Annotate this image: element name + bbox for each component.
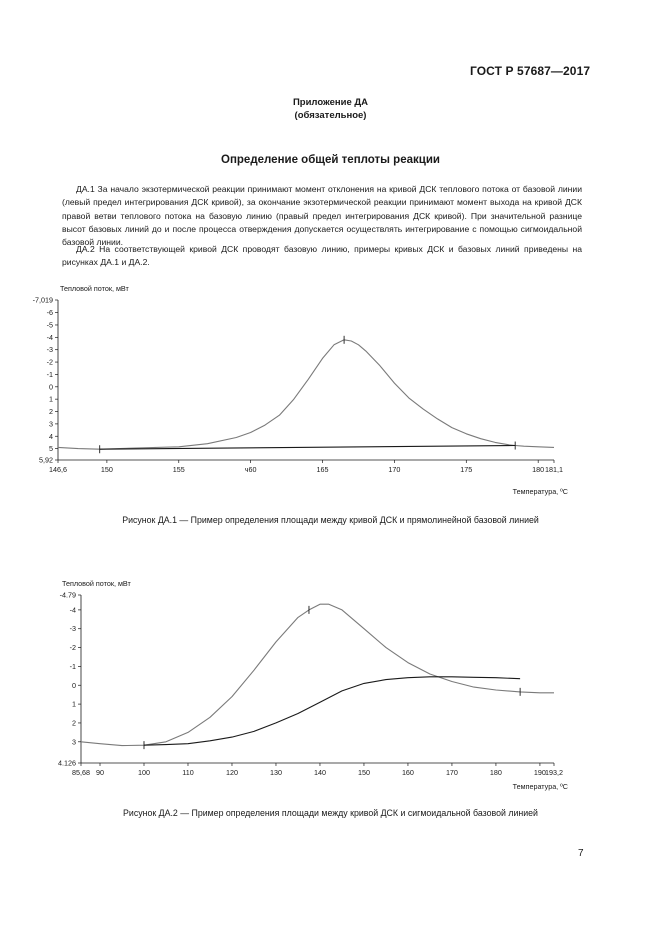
figure-da2-caption: Рисунок ДА.2 — Пример определения площади между кривой ДСК и сигмоидальной базовой линией	[123, 808, 538, 818]
y-tick-label: -2	[46, 357, 53, 367]
y-axis-label: Тепловой поток, мВт	[62, 579, 131, 588]
x-tick-label: 193,2	[545, 768, 563, 777]
y-tick-label: -3	[46, 345, 53, 355]
y-tick-label: -4	[46, 332, 53, 342]
x-tick-label: 160	[401, 768, 414, 777]
x-tick-label: 170	[388, 465, 401, 474]
y-tick-label: 4	[49, 431, 53, 441]
x-tick-label: 130	[269, 768, 282, 777]
x-tick-label: 190	[533, 768, 546, 777]
y-axis-label: Тепловой поток, мВт	[60, 284, 129, 293]
y-tick-label: -5	[46, 320, 53, 330]
paragraph-da2: ДА.2 На соответствующей кривой ДСК проводят базовую линию, примеры кривых ДСК и базовых линий приведены на рисунках ДА.1 и ДА.2.	[62, 244, 582, 268]
x-tick-label: 110	[182, 768, 194, 777]
x-tick-label: 165	[316, 465, 329, 474]
x-tick-label: 181,1	[545, 465, 563, 474]
y-tick-label: 2	[72, 718, 76, 728]
y-tick-label: 2	[49, 407, 53, 417]
x-tick-label: 85,68	[72, 768, 90, 777]
x-axis-label: Температура, ºС	[512, 782, 568, 791]
y-tick-label: 1	[72, 699, 76, 709]
x-tick-label: 180	[532, 465, 545, 474]
y-tick-label: -7,019	[32, 295, 53, 305]
y-tick-label: 5,92	[39, 455, 53, 465]
x-axis-label: Температура, ºС	[512, 487, 568, 496]
standard-number: ГОСТ Р 57687—2017	[470, 64, 591, 78]
x-tick-label: ч60	[244, 465, 257, 474]
figure-da1-chart	[0, 280, 661, 505]
appendix-type: (обязательное)	[294, 110, 367, 121]
y-tick-label: -1	[69, 661, 76, 671]
paragraph-da1: ДА.1 За начало экзотермической реакции принимают момент отклонения на кривой ДСК теплового потока от базовой линии (левый предел интегрирования ДСК кривой), за окончание экзотермической реакции принимают момент выхода на кривой ДСК правой ветви теплового потока на базовую линию (правый предел интегрирования ДСК кривой). При значительной разнице высот базовых линий до и после процесса отверждения допускается осуществлять интегрирование с помощью сигмоидальной базовой линии.	[62, 184, 582, 248]
baseline-series	[144, 677, 520, 745]
x-tick-label: 170	[445, 768, 458, 777]
appendix-title: Приложение ДА	[292, 97, 369, 108]
y-tick-label: -1	[46, 369, 53, 379]
section-title: Определение общей теплоты реакции	[221, 154, 440, 166]
x-tick-label: 120	[225, 768, 238, 777]
x-tick-label: 150	[357, 768, 370, 777]
y-tick-label: -4	[69, 605, 76, 615]
x-tick-label: 140	[313, 768, 326, 777]
figure-da1-caption: Рисунок ДА.1 — Пример определения площади между кривой ДСК и прямолинейной базовой линией	[122, 515, 539, 525]
y-tick-label: -2	[69, 643, 76, 653]
y-tick-label: -3	[69, 624, 76, 634]
x-tick-label: 155	[172, 465, 185, 474]
y-tick-label: -6	[46, 308, 53, 318]
x-tick-label: 175	[460, 465, 473, 474]
y-tick-label: 0	[49, 382, 53, 392]
y-tick-label: 3	[49, 419, 53, 429]
y-tick-label: 5	[49, 444, 53, 454]
y-tick-label: 4.126	[58, 758, 76, 768]
y-tick-label: -4.79	[59, 590, 76, 600]
page-number: 7	[578, 848, 584, 859]
x-tick-label: 180	[489, 768, 502, 777]
x-tick-label: 90	[96, 768, 105, 777]
dsc-curve-series	[58, 340, 554, 449]
x-tick-label: 146,6	[49, 465, 67, 474]
x-tick-label: 150	[100, 465, 113, 474]
x-tick-label: 100	[137, 768, 150, 777]
y-tick-label: 1	[49, 394, 53, 404]
figure-da2-chart	[0, 576, 661, 801]
y-tick-label: 3	[72, 737, 76, 747]
dsc-curve-series	[81, 604, 554, 745]
y-tick-label: 0	[72, 680, 76, 690]
